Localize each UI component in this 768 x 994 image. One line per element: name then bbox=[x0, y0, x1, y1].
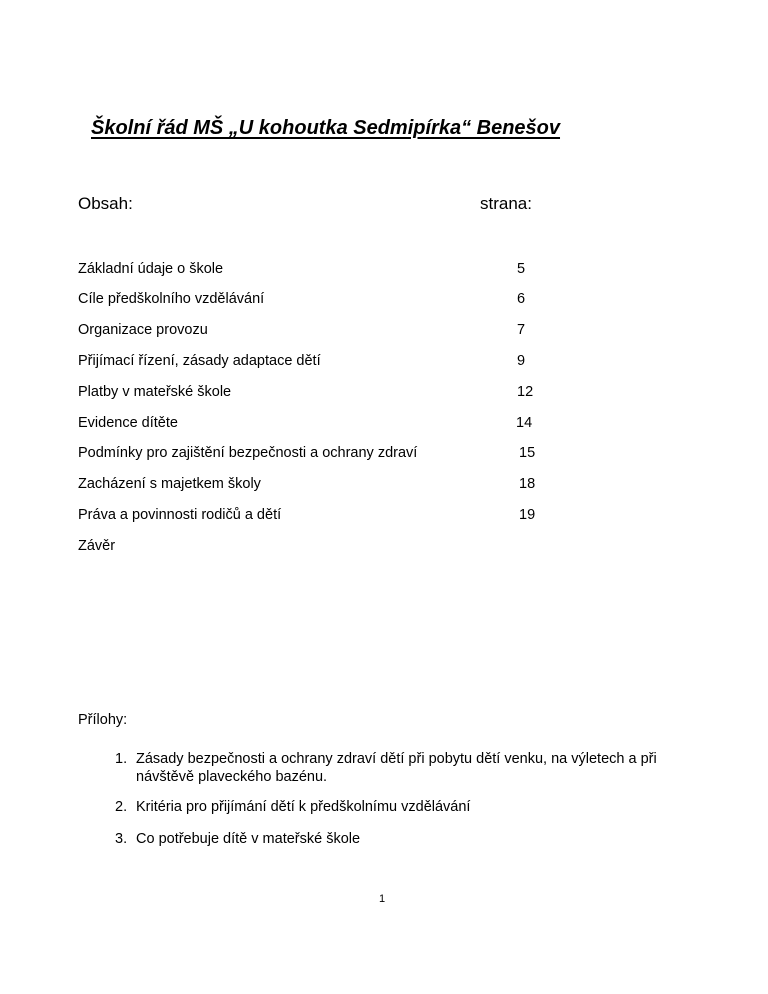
toc-item-label: Organizace provozu bbox=[78, 322, 208, 338]
toc-item-label: Platby v mateřské škole bbox=[78, 384, 232, 400]
toc-item-label: Základní údaje o škole bbox=[78, 261, 224, 277]
toc-item-label: Práva a povinnosti rodičů a dětí bbox=[78, 507, 282, 523]
toc-item bbox=[78, 507, 538, 527]
page-number: 1 bbox=[379, 893, 386, 905]
toc-item-page: 14 bbox=[516, 415, 533, 431]
toc-item bbox=[78, 261, 538, 281]
toc-item bbox=[78, 445, 538, 465]
toc-item-label: Přijímací řízení, zásady adaptace dětí bbox=[78, 353, 321, 369]
toc-item-page: 15 bbox=[519, 445, 536, 461]
annex-text: Zásady bezpečnosti a ochrany zdraví dětí při pobytu dětí venku, na výletech a při návštěvě plaveckého bazénu. bbox=[136, 751, 657, 785]
toc-item-page: 18 bbox=[519, 476, 536, 492]
toc-item bbox=[78, 322, 538, 342]
toc-item bbox=[78, 476, 538, 496]
annex-number: 1. bbox=[115, 751, 128, 767]
toc-item-page: 6 bbox=[517, 291, 526, 307]
toc-item-page: 12 bbox=[517, 384, 534, 400]
annex-item bbox=[115, 830, 695, 848]
toc-item bbox=[78, 538, 538, 558]
contents-heading: Obsah: bbox=[78, 194, 133, 213]
toc-item-page: 5 bbox=[517, 261, 526, 277]
toc-item bbox=[78, 415, 538, 435]
toc-item-page: 9 bbox=[517, 353, 526, 369]
annex-text: Kritéria pro přijímání dětí k předškolnímu vzdělávání bbox=[136, 799, 471, 815]
page-column-heading: strana: bbox=[480, 194, 532, 213]
toc-item bbox=[78, 384, 538, 404]
annex-text: Co potřebuje dítě v mateřské škole bbox=[136, 831, 361, 847]
toc-item-label: Podmínky pro zajištění bezpečnosti a ochrany zdraví bbox=[78, 445, 418, 461]
toc-item bbox=[78, 353, 538, 373]
toc-item-label: Zacházení s majetkem školy bbox=[78, 476, 261, 492]
annex-number: 3. bbox=[115, 831, 128, 847]
toc-item bbox=[78, 291, 538, 311]
toc-item-page: 19 bbox=[519, 507, 536, 523]
toc-item-label: Evidence dítěte bbox=[78, 415, 178, 431]
annex-number: 2. bbox=[115, 799, 128, 815]
toc-item-page: 7 bbox=[517, 322, 526, 338]
document-title: Školní řád MŠ „U kohoutka Sedmipírka“ Benešov bbox=[91, 117, 561, 139]
toc-item-label: Závěr bbox=[78, 538, 116, 554]
annex-item bbox=[115, 798, 695, 816]
annex-item bbox=[115, 750, 695, 786]
annexes-heading: Přílohy: bbox=[78, 712, 128, 728]
toc-item-label: Cíle předškolního vzdělávání bbox=[78, 291, 265, 307]
